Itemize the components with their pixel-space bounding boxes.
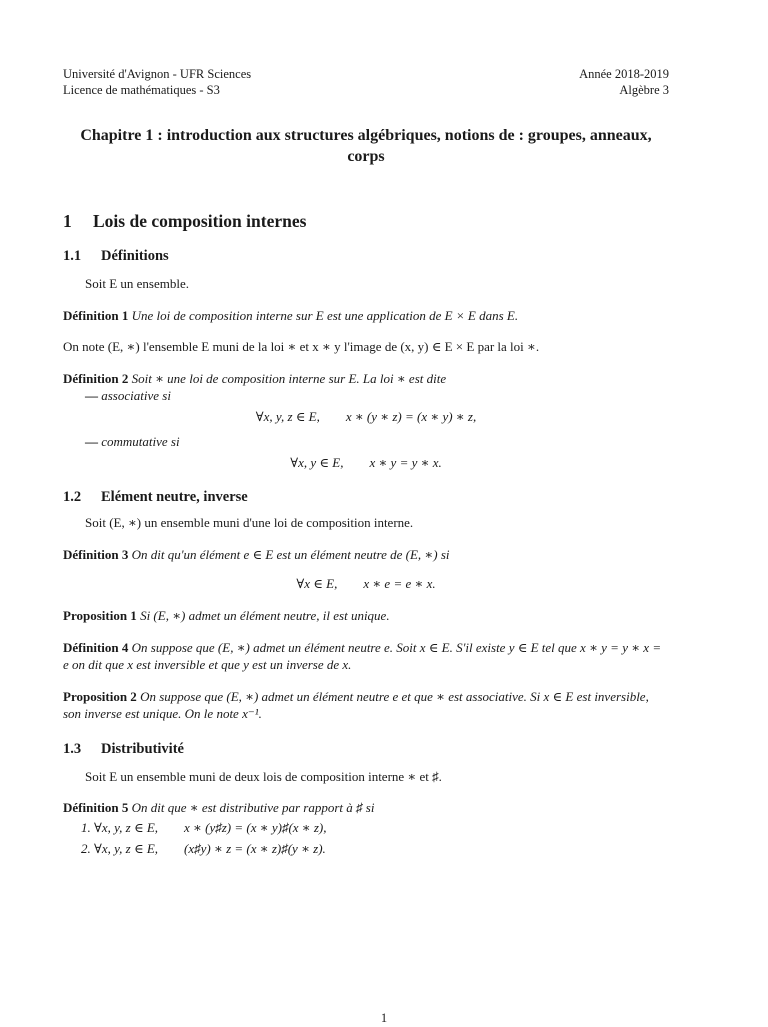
section-1-number: 1 (63, 211, 72, 231)
subsection-1-2-title: Elément neutre, inverse (101, 489, 248, 506)
document-page (63, 66, 669, 858)
proposition-1-label: Proposition 1 (63, 608, 137, 624)
chapter-title: Chapitre 1 : introduction aux structures algébriques, notions de : groupes, anneaux, corps (80, 127, 652, 165)
distributive-item-2 (63, 840, 669, 858)
item-2-formula: ∀x, y, z ∈ E, (x♯y) ∗ z = (x ∗ z)♯(y ∗ z). (94, 841, 326, 857)
notation-paragraph: On note (E, ∗) l'ensemble E muni de la loi ∗ et x ∗ y l'image de (x, y) ∈ E × E par la loi ∗. (63, 339, 540, 355)
definition-3 (63, 546, 669, 564)
subsection-1-1-heading (63, 246, 669, 266)
equation-associative: ∀x, y, z ∈ E, x ∗ (y ∗ z) = (x ∗ y) ∗ z, (255, 408, 477, 424)
proposition-2-text: On suppose que (E, ∗) admet un élément neutre e et que ∗ est associative. Si x ∈ E est inversible, son inverse est unique. On le note x⁻¹. (63, 688, 649, 722)
subsection-1-1-number: 1.1 (63, 248, 82, 264)
header-left (63, 66, 251, 98)
proposition-1-text: Si (E, ∗) admet un élément neutre, il est unique. (140, 608, 390, 624)
distributive-item-1 (63, 819, 669, 837)
definition-1-text: Une loi de composition interne sur E est une application de E × E dans E. (131, 307, 519, 323)
bullet-commutative-text: commutative si (101, 434, 180, 450)
definition-5-label: Définition 5 (63, 800, 129, 816)
definition-1 (63, 307, 669, 325)
definition-2-label: Définition 2 (63, 370, 129, 386)
intro-1-2: Soit (E, ∗) un ensemble muni d'une loi de composition interne. (85, 515, 414, 531)
section-1-title: Lois de composition internes (93, 211, 307, 231)
subsection-1-3-heading (63, 739, 669, 759)
definition-4-text: On suppose que (E, ∗) admet un élément neutre e. Soit x ∈ E. S'il existe y ∈ E tel que x ∗ y = y ∗ x = e on dit que x est inversible et que y est un inverse de x. (63, 639, 662, 673)
definition-1-label: Définition 1 (63, 307, 129, 323)
subsection-1-1-title: Définitions (101, 248, 169, 264)
header-right (579, 66, 669, 98)
subsection-1-3-number: 1.3 (63, 740, 82, 757)
subsection-1-3-title: Distributivité (101, 740, 184, 757)
header-university: Université d'Avignon - UFR Sciences (63, 67, 252, 81)
intro-1-1: Soit E un ensemble. (85, 276, 189, 291)
bullet-dash: — (85, 388, 98, 404)
proposition-2 (63, 688, 669, 723)
definition-5-text: On dit que ∗ est distributive par rapport à ♯ si (131, 800, 375, 816)
bullet-associative-text: associative si (101, 388, 171, 404)
definition-5 (63, 799, 669, 817)
definition-4-label: Définition 4 (63, 639, 129, 655)
equation-commutative: ∀x, y ∈ E, x ∗ y = y ∗ x. (290, 454, 442, 470)
item-1-formula: ∀x, y, z ∈ E, x ∗ (y♯z) = (x ∗ y)♯(x ∗ z), (94, 819, 327, 835)
definition-2 (63, 370, 669, 388)
section-1-heading (63, 210, 669, 232)
header-year: Année 2018-2019 (579, 67, 669, 81)
bullet-commutative (63, 433, 669, 451)
definition-3-label: Définition 3 (63, 546, 129, 562)
item-1-number: 1. (81, 819, 91, 835)
proposition-2-label: Proposition 2 (63, 688, 137, 704)
definition-3-text: On dit qu'un élément e ∈ E est un élément neutre de (E, ∗) si (131, 546, 450, 562)
bullet-associative (63, 387, 669, 405)
page-header (63, 66, 669, 98)
item-2-number: 2. (81, 841, 91, 857)
header-licence: Licence de mathématiques - S3 (63, 83, 220, 97)
page-number: 1 (380, 1011, 388, 1025)
definition-2-text: Soit ∗ une loi de composition interne sur E. La loi ∗ est dite (131, 370, 447, 386)
intro-1-3: Soit E un ensemble muni de deux lois de composition interne ∗ et ♯. (85, 768, 442, 784)
equation-neutral: ∀x ∈ E, x ∗ e = e ∗ x. (296, 576, 436, 592)
subsection-1-2-heading (63, 487, 669, 507)
definition-4 (63, 639, 669, 674)
proposition-1 (63, 607, 669, 625)
bullet-dash: — (85, 434, 98, 450)
header-course: Algèbre 3 (619, 83, 669, 97)
subsection-1-2-number: 1.2 (63, 489, 82, 506)
